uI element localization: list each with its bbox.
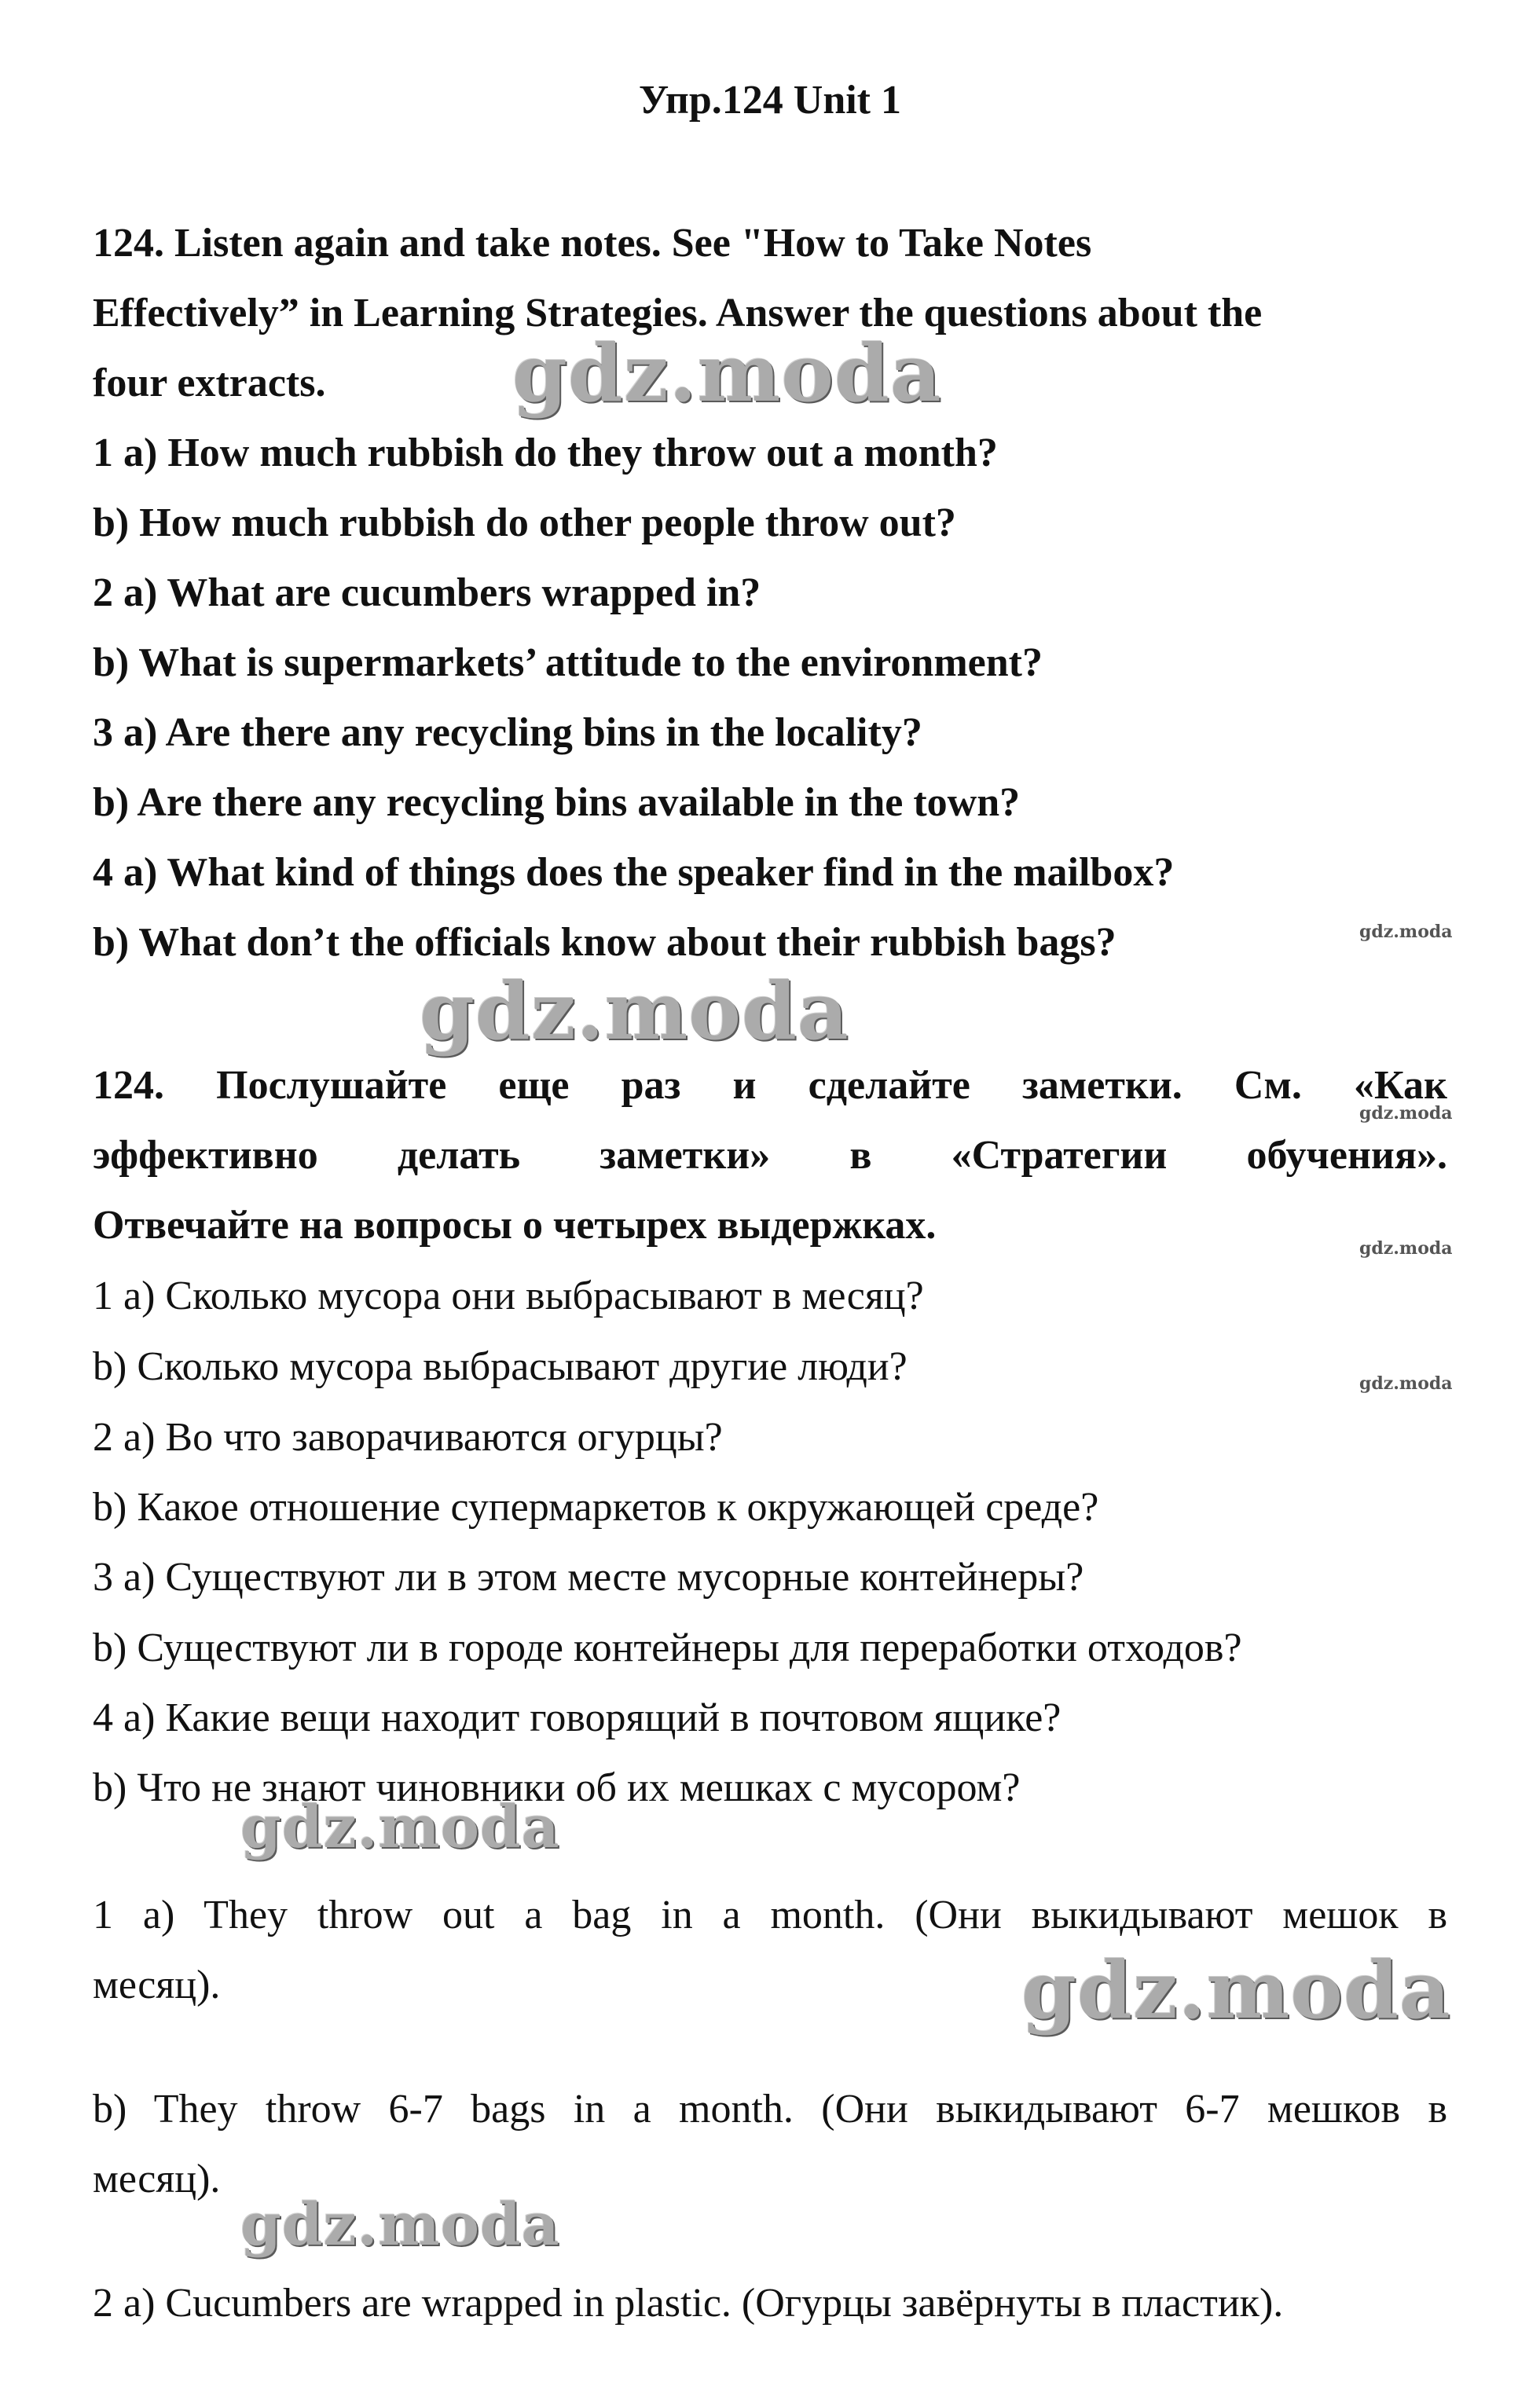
task-ru-line-2: эффективно делать заметки» в «Стратегии обучения». (93, 1133, 1447, 1178)
watermark-logo: gdz.moda (512, 327, 942, 420)
answer-1b-line-2: месяц). (93, 2157, 221, 2201)
task-ru-line-1: 124. Послушайте еще раз и сделайте заметки. См. «Как (93, 1063, 1447, 1108)
watermark-logo: gdz.moda (420, 965, 849, 1058)
question-en-3a: 3 a) Are there any recycling bins in the locality? (93, 710, 922, 755)
question-en-2a: 2 a) What are cucumbers wrapped in? (93, 570, 761, 615)
answer-1a-line-1: 1 a) They throw out a bag in a month. (Они выкидывают мешок в (93, 1893, 1447, 1937)
question-en-1b: b) How much rubbish do other people throw out? (93, 500, 956, 545)
task-en-line-3: four extracts. (93, 361, 326, 405)
question-ru-4b: b) Что не знают чиновники об их мешках с мусором? (93, 1765, 1021, 1810)
answer-2a-line-1: 2 a) Cucumbers are wrapped in plastic. (Огурцы завёрнуты в пластик). (93, 2281, 1284, 2326)
question-ru-3a: 3 а) Существуют ли в этом месте мусорные контейнеры? (93, 1555, 1084, 1600)
watermark-logo: gdz.moda (240, 1794, 560, 1861)
question-ru-1a: 1 а) Сколько мусора они выбрасывают в месяц? (93, 1274, 924, 1318)
watermark-small: gdz.moda (1359, 1373, 1453, 1394)
question-ru-1b: b) Сколько мусора выбрасывают другие люди? (93, 1344, 908, 1389)
task-en-line-1: 124. Listen again and take notes. See "How to Take Notes (93, 221, 1092, 266)
question-en-4a: 4 a) What kind of things does the speaker find in the mailbox? (93, 850, 1175, 895)
question-ru-2b: b) Какое отношение супермаркетов к окружающей среде? (93, 1485, 1099, 1530)
question-en-4b: b) What don’t the officials know about their rubbish bags? (93, 920, 1116, 965)
page-title: Упр.124 Unit 1 (638, 78, 901, 123)
question-ru-2a: 2 а) Во что заворачиваются огурцы? (93, 1415, 723, 1460)
task-ru-line-3: Отвечайте на вопросы о четырех выдержках. (93, 1203, 937, 1248)
question-en-3b: b) Are there any recycling bins available in the town? (93, 780, 1021, 825)
question-en-2b: b) What is supermarkets’ attitude to the environment? (93, 640, 1043, 685)
question-en-1a: 1 a) How much rubbish do they throw out a month? (93, 431, 998, 475)
watermark-logo: gdz.moda (240, 2191, 560, 2259)
watermark-small: gdz.moda (1359, 1238, 1453, 1259)
answer-1a-line-2: месяц). (93, 1963, 221, 2007)
answer-1b-line-1: b) They throw 6-7 bags in a month. (Они выкидывают 6-7 мешков в (93, 2087, 1447, 2132)
question-ru-4a: 4 а) Какие вещи находит говорящий в почтовом ящике? (93, 1695, 1062, 1740)
watermark-logo: gdz.moda (1021, 1944, 1451, 2036)
task-en-line-2: Effectively” in Learning Strategies. Answer the questions about the (93, 291, 1263, 335)
watermark-small: gdz.moda (1359, 922, 1453, 942)
question-ru-3b: b) Существуют ли в городе контейнеры для переработки отходов? (93, 1626, 1242, 1670)
watermark-small: gdz.moda (1359, 1103, 1453, 1124)
